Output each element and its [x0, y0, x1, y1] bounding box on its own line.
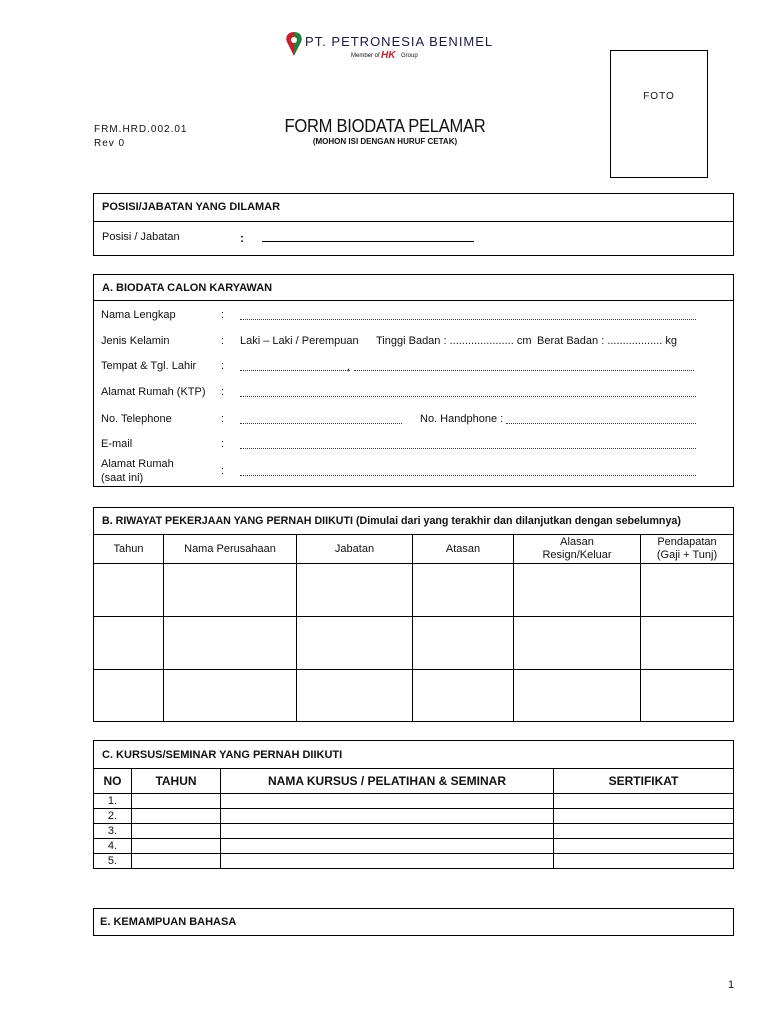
- riwayat-header: [93, 507, 734, 534]
- table-cell[interactable]: [641, 564, 734, 617]
- jenis-label: Jenis Kelamin: [101, 335, 170, 347]
- posisi-heading: POSISI/JABATAN YANG DILAMAR: [102, 201, 281, 213]
- alamat-ktp-colon: :: [221, 386, 225, 398]
- page-title: FORM BIODATA PELAMAR: [284, 116, 486, 136]
- member-prefix: Member of: [351, 53, 380, 59]
- col-jabatan: Jabatan: [297, 535, 413, 564]
- photo-box[interactable]: [610, 50, 708, 178]
- bahasa-heading: E. KEMAMPUAN BAHASA: [100, 916, 237, 928]
- table-cell[interactable]: [221, 839, 554, 854]
- posisi-colon: :: [240, 231, 244, 245]
- bahasa-section: [93, 908, 734, 936]
- table-cell[interactable]: [554, 824, 734, 839]
- table-cell[interactable]: [297, 617, 413, 670]
- table-cell[interactable]: [554, 854, 734, 869]
- email-label: E-mail: [101, 438, 133, 450]
- table-cell[interactable]: [94, 564, 164, 617]
- nama-colon: :: [221, 309, 225, 321]
- table-cell[interactable]: [132, 794, 221, 809]
- hp-input[interactable]: [506, 423, 696, 424]
- table-cell[interactable]: [132, 854, 221, 869]
- row-no: 3.: [94, 824, 132, 839]
- table-cell[interactable]: [164, 617, 297, 670]
- posisi-section: [93, 193, 734, 256]
- alamat-ktp-label: Alamat Rumah (KTP): [101, 386, 206, 398]
- table-row: [94, 564, 734, 617]
- alamat-now-colon: :: [221, 465, 225, 477]
- tempat-label: Tempat & Tgl. Lahir: [101, 360, 197, 372]
- col-nama-kursus: NAMA KURSUS / PELATIHAN & SEMINAR: [221, 769, 554, 794]
- posisi-input[interactable]: [262, 241, 474, 242]
- table-cell[interactable]: [94, 617, 164, 670]
- table-row: [94, 809, 734, 824]
- telp-colon: :: [221, 413, 225, 425]
- row-no: 4.: [94, 839, 132, 854]
- kursus-heading: C. KURSUS/SEMINAR YANG PERNAH DIIKUTI: [102, 749, 343, 761]
- col-atasan: Atasan: [413, 535, 514, 564]
- email-colon: :: [221, 438, 225, 450]
- posisi-label: Posisi / Jabatan: [102, 231, 180, 243]
- hk-logo: HK: [381, 50, 396, 61]
- col-alasan-2: Resign/Keluar: [542, 549, 612, 561]
- table-cell[interactable]: [297, 670, 413, 722]
- table-cell[interactable]: [132, 824, 221, 839]
- page-number: 1: [728, 979, 735, 991]
- table-row: [94, 617, 734, 670]
- page-subtitle: (MOHON ISI DENGAN HURUF CETAK): [312, 137, 458, 146]
- col-pendapatan: [641, 535, 734, 564]
- logo-mark-icon: [283, 30, 305, 58]
- table-cell[interactable]: [554, 839, 734, 854]
- table-cell[interactable]: [164, 564, 297, 617]
- col-perusahaan: Nama Perusahaan: [164, 535, 297, 564]
- kursus-table: [93, 768, 734, 869]
- email-input[interactable]: [240, 448, 696, 449]
- tempat-comma: ,: [347, 361, 351, 373]
- alamat-now-label: Alamat Rumah: [101, 458, 174, 470]
- photo-label: FOTO: [643, 91, 675, 102]
- tgl-input[interactable]: [354, 370, 694, 371]
- company-logo: [283, 28, 493, 64]
- kursus-header: [93, 740, 734, 768]
- member-group: Group: [401, 53, 418, 59]
- tempat-colon: :: [221, 360, 225, 372]
- table-cell[interactable]: [554, 794, 734, 809]
- table-cell[interactable]: [94, 670, 164, 722]
- alamat-now-input[interactable]: [240, 475, 696, 476]
- telp-input[interactable]: [240, 423, 402, 424]
- table-row: [94, 824, 734, 839]
- table-cell[interactable]: [413, 670, 514, 722]
- table-cell[interactable]: [641, 670, 734, 722]
- jenis-colon: :: [221, 335, 225, 347]
- table-cell[interactable]: [641, 617, 734, 670]
- table-cell[interactable]: [297, 564, 413, 617]
- col-tahun: Tahun: [94, 535, 164, 564]
- nama-input[interactable]: [240, 319, 696, 320]
- row-no: 2.: [94, 809, 132, 824]
- biodata-heading: A. BIODATA CALON KARYAWAN: [102, 282, 273, 294]
- col-sertifikat: SERTIFIKAT: [554, 769, 734, 794]
- riwayat-table: [93, 534, 734, 722]
- table-cell[interactable]: [554, 809, 734, 824]
- col-pendapatan-1: Pendapatan: [657, 536, 717, 548]
- biodata-section: [93, 274, 734, 487]
- form-code: FRM.HRD.002.01: [94, 124, 188, 135]
- col-alasan-1: Alasan: [560, 536, 594, 548]
- berat-field[interactable]: Berat Badan : .................. kg: [537, 335, 678, 347]
- tinggi-field[interactable]: Tinggi Badan : ..................... cm: [376, 335, 532, 347]
- col-alasan: [514, 535, 641, 564]
- table-cell[interactable]: [413, 617, 514, 670]
- nama-label: Nama Lengkap: [101, 309, 176, 321]
- table-cell[interactable]: [514, 617, 641, 670]
- table-cell[interactable]: [413, 564, 514, 617]
- table-cell[interactable]: [221, 854, 554, 869]
- row-no: 5.: [94, 854, 132, 869]
- table-row: [94, 670, 734, 722]
- telp-label: No. Telephone: [101, 413, 172, 425]
- table-row: [94, 839, 734, 854]
- table-row: [94, 854, 734, 869]
- hp-label: No. Handphone :: [420, 413, 504, 425]
- form-rev: Rev 0: [94, 138, 126, 149]
- jenis-value[interactable]: Laki – Laki / Perempuan: [240, 335, 359, 347]
- col-pendapatan-2: (Gaji + Tunj): [656, 549, 718, 561]
- table-cell[interactable]: [514, 564, 641, 617]
- table-cell[interactable]: [514, 670, 641, 722]
- table-row: [94, 794, 734, 809]
- company-name: PT. PETRONESIA BENIMEL: [305, 34, 494, 49]
- riwayat-heading: B. RIWAYAT PEKERJAAN YANG PERNAH DIIKUTI (Dimulai dari yang terakhir dan dilanjutkan dengan sebelumnya): [102, 515, 681, 527]
- table-cell[interactable]: [132, 809, 221, 824]
- tempat-input[interactable]: [240, 370, 350, 371]
- alamat-now-sub: (saat ini): [101, 472, 144, 484]
- table-cell[interactable]: [221, 794, 554, 809]
- table-cell[interactable]: [132, 839, 221, 854]
- table-cell[interactable]: [221, 809, 554, 824]
- table-cell[interactable]: [221, 824, 554, 839]
- alamat-ktp-input[interactable]: [240, 396, 696, 397]
- table-cell[interactable]: [164, 670, 297, 722]
- col-no: NO: [94, 769, 132, 794]
- row-no: 1.: [94, 794, 132, 809]
- col-tahun-kursus: TAHUN: [132, 769, 221, 794]
